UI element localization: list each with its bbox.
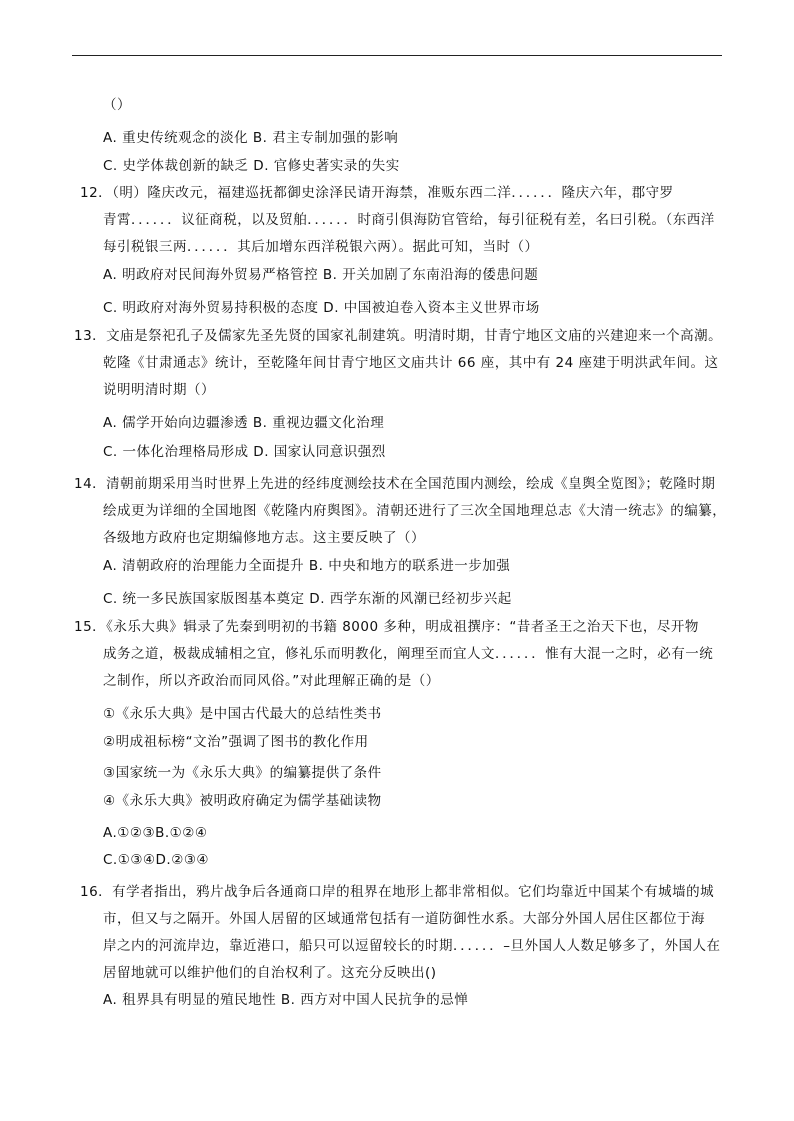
q12-options-ab: A. 明政府对民间海外贸易严格管控 B. 开关加剧了东南沿海的倭患问题 xyxy=(103,267,539,283)
q16-stem-line2: 市，但又与之隔开。外国人居留的区域通常包括有一道防御性水系。大部分外国人居住区都位于海 xyxy=(103,911,705,927)
q11-options-ab: A. 重史传统观念的淡化 B. 君主专制加强的影响 xyxy=(103,130,399,146)
q13-stem-line1: 13．文庙是祭祀孔子及儒家先圣先贤的国家礼制建筑。明清时期，甘青宁地区文庙的兴建迎来一个高潮。 xyxy=(74,328,723,344)
q12-stem-line1: 12．（明）隆庆改元，福建巡抚都御史涂泽民请开海禁，准贩东西二洋．．．．．．隆庆六年，郡守罗 xyxy=(80,185,674,201)
q13-stem-line3: 说明明清时期（） xyxy=(103,382,215,398)
q12-options-cd: C. 明政府对海外贸易持积极的态度 D. 中国被迫卷入资本主义世界市场 xyxy=(103,300,540,316)
q14-stem-line2: 绘成更为详细的全国地图《乾隆内府舆图》。清朝还进行了三次全国地理总志《大清一统志》的编纂， xyxy=(103,503,727,519)
q15-statement-4: ④《永乐大典》被明政府确定为儒学基础读物 xyxy=(103,793,382,809)
q14-options-ab: A. 清朝政府的治理能力全面提升 B. 中央和地方的联系进一步加强 xyxy=(103,558,511,574)
q12-stem-line3: 每引税银三两．．．．．．其后加增东西洋税银六两）。据此可知，当时（） xyxy=(103,239,539,255)
q13-options-cd: C. 一体化治理格局形成 D. 国家认同意识强烈 xyxy=(103,444,386,460)
q16-stem-line1: 16．有学者指出，鸦片战争后各通商口岸的租界在地形上都非常相似。它们均靠近中国某个有城墙的城 xyxy=(80,884,715,900)
q14-stem-line3: 各级地方政府也定期编修地方志。这主要反映了（） xyxy=(103,530,425,546)
q11-options-cd: C. 史学体裁创新的缺乏 D. 官修史著实录的失实 xyxy=(103,158,400,174)
q15-statement-2: ②明成祖标榜“文治”强调了图书的教化作用 xyxy=(103,734,369,750)
q13-options-ab: A. 儒学开始向边疆渗透 B. 重视边疆文化治理 xyxy=(103,415,385,431)
q15-statement-1: ①《永乐大典》是中国古代最大的总结性类书 xyxy=(103,706,382,722)
q15-stem-line2: 成务之道，极裁成辅相之宜，修礼乐而明教化，阐理至而宜人文．．．．．．惟有大混一之时，必有一统 xyxy=(103,646,714,662)
q15-stem-line3: 之制作，所以齐政治而同风俗。”对此理解正确的是（） xyxy=(103,673,440,689)
q16-stem-line3: 岸之内的河流岸边，靠近港口，船只可以逗留较长的时期．．．．．．–旦外国人人数足够多了，外国人在 xyxy=(103,938,721,954)
q14-stem-line1: 14．清朝前期采用当时世界上先进的经纬度测绘技术在全国范围内测绘，绘成《皇舆全览图》；乾隆时期 xyxy=(74,476,716,492)
q16-options-ab: A. 租界具有明显的殖民地性 B. 西方对中国人民抗争的忌惮 xyxy=(103,992,469,1008)
q14-options-cd: C. 统一多民族国家版图基本奠定 D. 西学东渐的风潮已经初步兴起 xyxy=(103,591,512,607)
header-rule xyxy=(72,55,722,56)
q11-stem-tail: （） xyxy=(103,97,131,113)
q15-statement-3: ③国家统一为《永乐大典》的编纂提供了条件 xyxy=(103,765,382,781)
q15-stem-line1: 15．《永乐大典》辑录了先秦到明初的书籍 8000 多种，明成祖撰序：“昔者圣王之治天下也，尽开物 xyxy=(74,619,699,635)
q15-options-ab: A.①②③B.①②④ xyxy=(103,825,208,841)
q13-stem-line2: 乾隆《甘肃通志》统计，至乾隆年间甘青宁地区文庙共计 66 座，其中有 24 座建于明洪武年间。这 xyxy=(103,355,719,371)
q16-stem-line4: 居留地就可以维护他们的自治权利了。这充分反映出() xyxy=(103,965,437,981)
q15-options-cd: C.①③④D.②③④ xyxy=(103,852,210,868)
q12-stem-line2: 青霄．．．．．．议征商税，以及贸舶．．．．．．时商引俱海防官管给，每引征税有差，名曰引税。（东西洋 xyxy=(103,212,715,228)
